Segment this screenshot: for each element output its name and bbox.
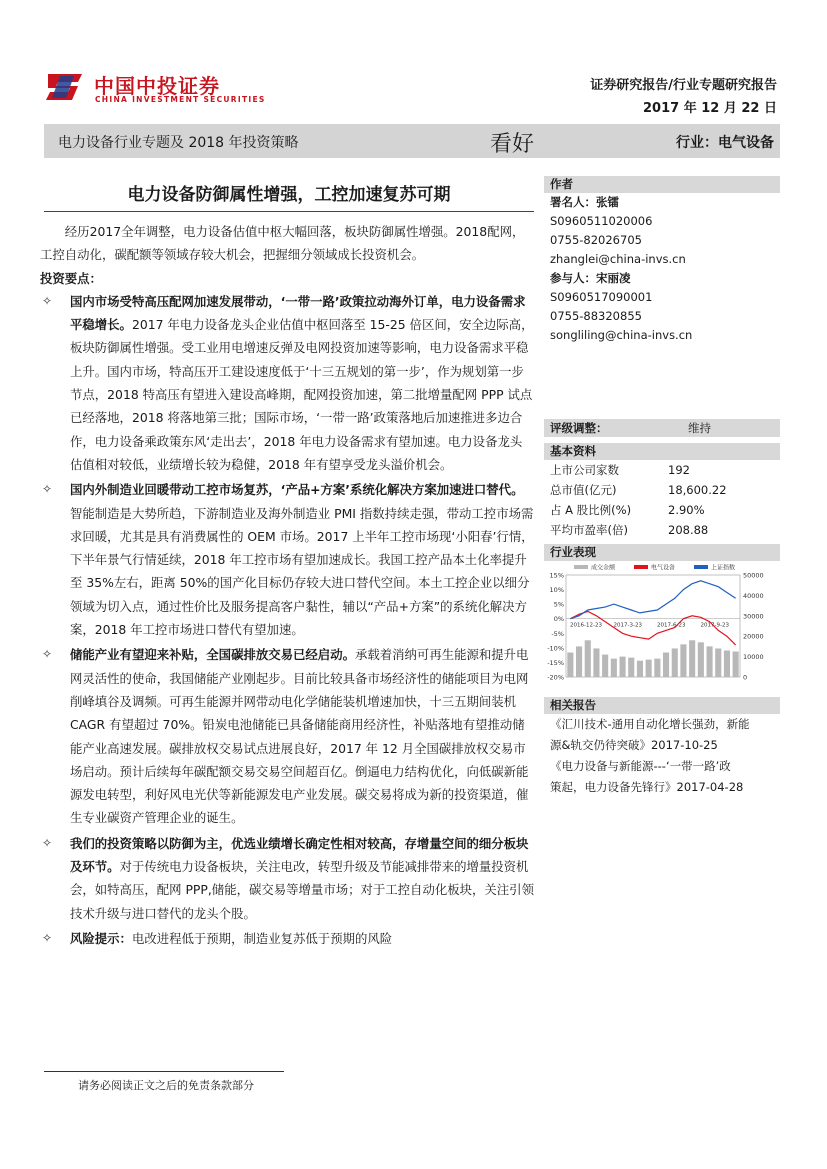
y-left-tick-label: -15% xyxy=(547,658,564,667)
legend-swatch xyxy=(574,565,588,569)
y-left-tick-label: 10% xyxy=(549,586,564,595)
point-item xyxy=(40,478,534,641)
y-left-tick-label: -10% xyxy=(547,644,564,653)
point-item xyxy=(40,832,534,925)
y-left-tick-label: -5% xyxy=(551,629,564,638)
co-author: 参与人：宋丽凌 xyxy=(550,271,631,285)
report-type: 证券研究报告/行业专题研究报告 xyxy=(590,78,777,93)
info-label: 上市公司家数 xyxy=(550,463,619,477)
logo-text-en: CHINA INVESTMENT SECURITIES xyxy=(95,95,266,104)
co-cert: S0960517090001 xyxy=(550,290,653,304)
diamond-bullet-icon: ✧ xyxy=(42,647,53,662)
series-line xyxy=(570,581,735,619)
intro-paragraph: 经历2017全年调整，电力设备估值中枢大幅回落，板块防御属性增强。2018配网，工控自动化，碳配额等领域存较大机会，把握细分领域成长投资机会。 xyxy=(40,224,525,263)
volume-bar xyxy=(585,640,591,677)
y-right-tick-label: 10000 xyxy=(743,653,764,662)
info-label: 占 A 股比例(%) xyxy=(550,503,632,517)
y-right-tick-label: 30000 xyxy=(743,612,764,621)
logo-text-cn: 中国中投证券 xyxy=(94,74,220,98)
y-right-tick-label: 0 xyxy=(743,673,748,682)
sidebar xyxy=(544,176,780,798)
related-report-line[interactable]: 策起，电力设备先锋行》2017-04-28 xyxy=(550,780,744,794)
main-content xyxy=(40,220,534,952)
volume-bar xyxy=(689,640,695,677)
point-item xyxy=(40,927,534,950)
point-text: 承载着消纳可再生能源和提升电网灵活性的使命，我国储能产业刚起步。目前比较具备市场经济性的储能项目为电网削峰填谷及调频。可再生能源并网带动电化学储能装机增速加快，十三五期间装机 CAGR 有望超过 70%。铅炭电池储能已具备储能商用经济性，补贴落地有望推动储能产业高速发展。碳排放权交易试点进展良好，2017 年 12 月全国碳排放权交易市场启动。预计后续每年碳配额交易交易空间超百亿。倒逼电力结构优化，向低碳新能源发电转型，利好风电光伏等新能源发电产业发展。碳交易将成为新的投资渠道，催生专业碳资产管理企业的诞生。 xyxy=(70,647,529,826)
footer-divider xyxy=(44,1071,284,1072)
y-left-tick-label: 15% xyxy=(549,571,564,580)
y-left-tick-label: -20% xyxy=(547,673,564,682)
y-right-tick-label: 40000 xyxy=(743,591,764,600)
volume-bar xyxy=(593,648,599,677)
point-bold: 国内市场受特高压配网加速发展带动，‘一带一路’政策拉动海外订单，电力设备需求平稳增长。 xyxy=(70,293,526,333)
legend-label: 电气设备 xyxy=(651,564,676,572)
x-tick-label: 2017-9-23 xyxy=(700,622,729,629)
rating-adjust-row xyxy=(544,419,780,437)
related-report-line[interactable]: 源&轨交仍待突破》2017-10-25 xyxy=(550,738,718,752)
disclaimer-note: 请务必阅读正文之后的免责条款部分 xyxy=(78,1079,254,1092)
point-text: 对于传统电力设备板块，关注电改，转型升级及节能减排带来的增量投资机会，如特高压，配网 PPP,储能，碳交易等增量市场；对于工控自动化板块，关注引领技术升级与进口替代的龙头个股。 xyxy=(70,859,534,921)
point-text: 智能制造是大势所趋，下游制造业及海外制造业 PMI 指数持续走强，带动工控市场需求回暖，尤其是具有消费属性的 OEM 市场。2017 上半年工控市场现‘小阳春’行情，下半年景气行情延续，2018 年工控市场有望加速成长。我国工控产品本土化率提升至 35%左右，距离 50%的国产化目标仍存较大进口替代空间。本土工控企业以细分领域为切入点，通过性价比及服务提高客户黏性，辅以“产品+方案”的系统化解决方案，2018 年工控市场进口替代有望加速。 xyxy=(70,505,534,638)
info-value: 208.88 xyxy=(668,523,709,537)
volume-bar xyxy=(637,661,643,677)
report-date: 2017 年 12 月 22 日 xyxy=(643,101,777,116)
points-heading: 投资要点： xyxy=(40,270,102,286)
volume-bar xyxy=(602,655,608,677)
legend-swatch xyxy=(634,565,648,569)
lead-author: 署名人：张镭 xyxy=(550,195,619,209)
volume-bar xyxy=(715,648,721,677)
banner-rating: 看好 xyxy=(490,132,535,157)
co-email[interactable]: songliling@china-invs.cn xyxy=(550,328,693,342)
diamond-bullet-icon: ✧ xyxy=(42,930,53,945)
basic-info-table xyxy=(544,460,780,540)
volume-bar xyxy=(576,646,582,677)
company-logo xyxy=(44,70,266,108)
performance-chart-svg xyxy=(544,561,780,691)
related-reports xyxy=(544,714,780,798)
table-row xyxy=(544,500,780,520)
volume-bar xyxy=(672,648,678,677)
y-right-tick-label: 50000 xyxy=(743,571,764,580)
point-text: 电改进程低于预期，制造业复苏低于预期的风险 xyxy=(131,930,393,946)
volume-bar xyxy=(620,657,626,677)
volume-bar xyxy=(654,659,660,677)
point-text: 2017 年电力设备龙头企业估值中枢回落至 15-25 倍区间，安全边际高，板块防御属性增强。受工业用电增速反弹及电网投资加速等影响，电力设备需求平稳上升。国内市场，特高压开工建设速度低于‘十三五规划的第一步’，作为规划第一步节点，2018 特高压有望进入建设高峰期，配网投资加速，第二批增量配网 PPP 试点已经落地，2018 将落地第三批；国际市场，‘一带一路’政策落地后加速推进多边合作，电力设备乘政策东风‘走出去’，2018 年电力设备需求有望加速。电力设备龙头估值相对较低，业绩增长较为稳健，2018 年有望享受龙头溢价机会。 xyxy=(70,317,534,472)
point-bold: 风险提示： xyxy=(70,930,132,946)
main-title: 电力设备防御属性增强，工控加速复苏可期 xyxy=(127,185,451,205)
lead-cert: S0960511020006 xyxy=(550,214,653,228)
x-tick-label: 2016-12-23 xyxy=(570,622,602,629)
volume-bar xyxy=(646,660,652,677)
point-item xyxy=(40,643,534,829)
table-row xyxy=(544,460,780,480)
related-heading: 相关报告 xyxy=(544,697,780,714)
authors-heading: 作者 xyxy=(544,176,780,193)
rating-adjust-value: 维持 xyxy=(688,421,711,435)
logo-mark-icon xyxy=(44,70,86,104)
info-value: 192 xyxy=(668,463,690,477)
volume-bar xyxy=(680,644,686,677)
volume-bar xyxy=(724,650,730,677)
x-tick-label: 2017-3-23 xyxy=(613,622,642,629)
volume-bar xyxy=(698,642,704,677)
lead-phone: 0755-82026705 xyxy=(550,233,642,247)
point-item xyxy=(40,290,534,476)
volume-bar xyxy=(663,653,669,677)
point-bold: 我们的投资策略以防御为主，优选业绩增长确定性相对较高，存增量空间的细分板块及环节。 xyxy=(70,835,529,875)
related-report-line[interactable]: 《电力设备与新能源---‘一带一路’政 xyxy=(550,759,731,773)
volume-bar xyxy=(611,659,617,677)
lead-email[interactable]: zhanglei@china-invs.cn xyxy=(550,252,686,266)
volume-bar xyxy=(707,646,713,677)
performance-chart xyxy=(544,561,780,691)
banner-industry: 行业：电气设备 xyxy=(676,135,774,151)
volume-bar xyxy=(733,652,739,678)
diamond-bullet-icon: ✧ xyxy=(42,293,53,308)
related-report-line[interactable]: 《汇川技术-通用自动化增长强劲，新能 xyxy=(550,717,750,731)
table-row xyxy=(544,480,780,500)
legend-label: 上证指数 xyxy=(711,564,736,572)
x-tick-label: 2017-6-23 xyxy=(657,622,686,629)
legend-swatch xyxy=(694,565,708,569)
diamond-bullet-icon: ✧ xyxy=(42,835,53,850)
point-bold: 储能产业有望迎来补贴，全国碳排放交易已经启动。 xyxy=(70,647,355,663)
info-value: 18,600.22 xyxy=(668,483,727,497)
volume-bar xyxy=(567,653,573,677)
banner-title: 电力设备行业专题及 2018 年投资策略 xyxy=(58,135,299,151)
info-label: 总市值(亿元) xyxy=(550,483,617,497)
point-bold: 国内外制造业回暖带动工控市场复苏，‘产品+方案’系统化解决方案加速进口替代。 xyxy=(70,482,524,498)
header-banner xyxy=(44,124,780,158)
info-label: 平均市盈率(倍) xyxy=(550,523,628,537)
y-right-tick-label: 20000 xyxy=(743,632,764,641)
title-divider xyxy=(44,211,534,212)
y-left-tick-label: 5% xyxy=(553,600,564,609)
performance-heading: 行业表现 xyxy=(544,544,780,561)
volume-bar xyxy=(628,658,634,677)
rating-adjust-label: 评级调整： xyxy=(550,421,608,435)
authors-block xyxy=(544,193,780,345)
y-left-tick-label: 0% xyxy=(553,615,564,624)
table-row xyxy=(544,520,780,540)
co-phone: 0755-88320855 xyxy=(550,309,642,323)
basic-info-heading: 基本资料 xyxy=(544,443,780,460)
info-value: 2.90% xyxy=(668,503,705,517)
legend-label: 成交金额 xyxy=(591,564,616,572)
diamond-bullet-icon: ✧ xyxy=(42,482,53,497)
